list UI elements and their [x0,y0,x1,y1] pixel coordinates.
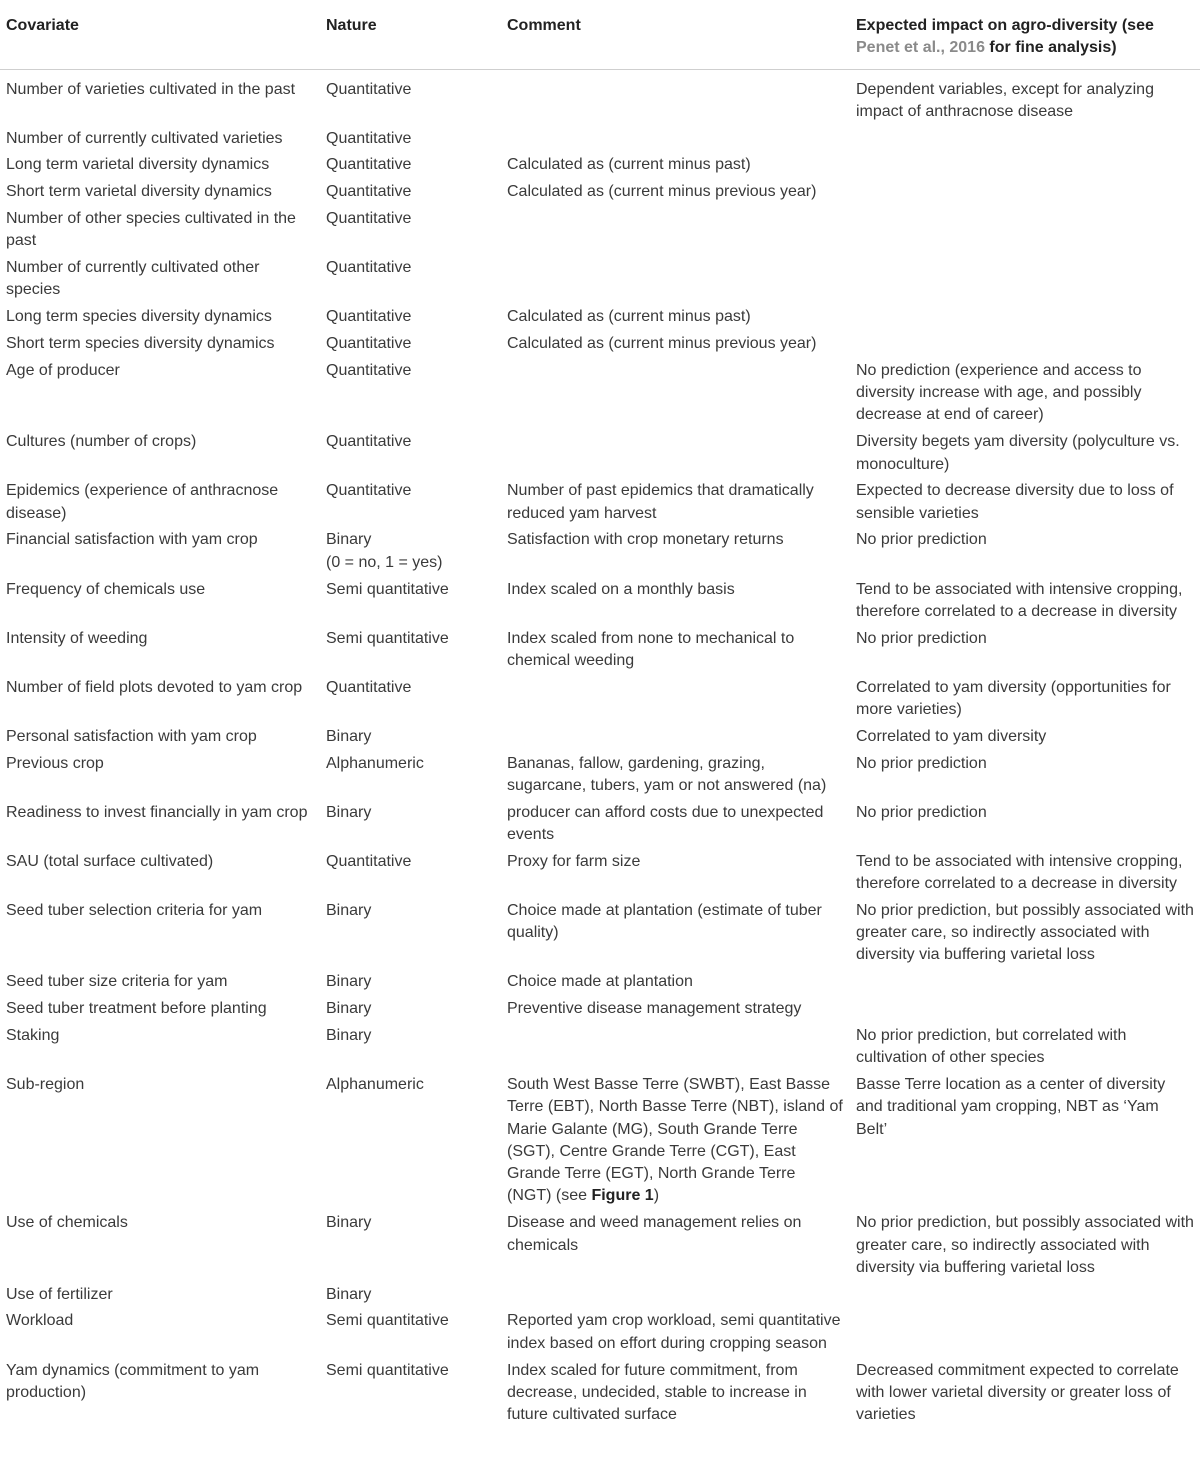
impact-text: No prior prediction, but possibly associated with greater care, so indirectly associated with diversity via buffering varietal loss [856,901,1194,964]
impact-cell [850,181,1200,208]
impact-text: Basse Terre location as a center of diversity and traditional yam cropping, NBT as ‘Yam Belt’ [856,1075,1166,1138]
comment-text: Reported yam crop workload, semi quantitative index based on effort during cropping season [507,1312,841,1352]
table-body [0,69,1200,1431]
comment-text: Calculated as (current minus past) [507,308,751,326]
nature-text: Semi quantitative [326,629,449,647]
nature-cell [320,1212,501,1283]
table-row [0,579,1200,628]
covariate-text: Sub-region [6,1075,85,1093]
impact-text: Dependent variables, except for analyzing impact of anthracnose disease [856,80,1154,120]
impact-text: Correlated to yam diversity (opportunities for more varieties) [856,678,1171,719]
impact-cell [850,1025,1200,1074]
covariate-text: Use of chemicals [6,1214,128,1232]
nature-text: Quantitative [326,361,412,379]
comment-cell [501,971,850,998]
comment-cell [501,998,850,1025]
nature-cell [320,753,501,802]
impact-cell [850,1310,1200,1359]
comment-cell [501,431,850,480]
nature-cell [320,998,501,1025]
impact-cell [850,1284,1200,1311]
covariate-text: Workload [6,1312,74,1330]
nature-cell [320,1310,501,1359]
covariate-cell [0,69,320,128]
table-row [0,628,1200,677]
nature-text: Quantitative [326,433,412,451]
covariate-text: Use of fertilizer [6,1285,113,1303]
nature-cell [320,900,501,971]
impact-text: Expected to decrease diversity due to loss of sensible varieties [856,482,1174,522]
covariate-cell [0,529,320,578]
covariate-cell [0,628,320,677]
nature-text: Quantitative [326,80,412,98]
nature-text: Quantitative [326,259,412,277]
impact-cell [850,69,1200,128]
nature-text: Quantitative [326,852,412,870]
comment-text: South West Basse Terre (SWBT), East Basse Terre (EBT), North Basse Terre (NBT), island of Marie Galante (MG), South Grande Terre (SGT), Centre Grande Terre (CGT), East Grande Terre (EGT), North Grande Terre (NGT) (see [507,1075,843,1205]
table-row [0,677,1200,726]
table-row [0,753,1200,802]
comment-cell [501,257,850,306]
comment-text: Index scaled for future commitment, from decrease, undecided, stable to increase in future cultivated surface [507,1361,807,1424]
table-row [0,998,1200,1025]
covariate-text: Seed tuber selection criteria for yam [6,901,263,919]
impact-cell [850,306,1200,333]
impact-text: No prior prediction, but correlated with cultivation of other species [856,1026,1127,1067]
nature-text: Binary [326,1026,372,1044]
impact-cell [850,851,1200,900]
nature-cell [320,306,501,333]
impact-cell [850,1074,1200,1212]
table-row [0,257,1200,306]
covariate-text: Previous crop [6,754,104,772]
nature-cell [320,677,501,726]
comment-close-text: ) [653,1187,660,1205]
impact-text: No prior prediction [856,754,987,772]
covariate-text: Frequency of chemicals use [6,580,206,598]
covariate-cell [0,154,320,181]
table-row [0,154,1200,181]
nature-text: Semi quantitative [326,1312,449,1330]
comment-cell [501,1284,850,1311]
comment-cell [501,851,850,900]
nature-cell [320,181,501,208]
impact-cell [850,360,1200,431]
impact-text: Tend to be associated with intensive cropping, therefore correlated to a decrease in diversity [856,580,1183,620]
nature-cell [320,360,501,431]
header-covariate: Covariate [0,0,320,69]
nature-text: Quantitative [326,129,412,147]
nature-text: Binary [326,803,372,821]
nature-text: Alphanumeric [326,1075,424,1093]
nature-text: Binary [326,1285,372,1303]
impact-cell [850,579,1200,628]
table-row [0,431,1200,480]
nature-cell [320,1074,501,1212]
nature-cell [320,802,501,851]
impact-text: Diversity begets yam diversity (polyculture vs. monoculture) [856,433,1180,473]
covariate-cell [0,1074,320,1212]
nature-cell [320,128,501,155]
header-nature: Nature [320,0,501,69]
table-row [0,1025,1200,1074]
nature-text: Binary [326,1000,372,1018]
comment-cell [501,1074,850,1212]
impact-cell [850,529,1200,578]
nature-text: Quantitative [326,482,412,500]
covariate-cell [0,802,320,851]
impact-cell [850,128,1200,155]
table-row [0,900,1200,971]
covariate-text: Personal satisfaction with yam crop [6,727,257,745]
nature-text: Semi quantitative [326,580,449,598]
header-row [0,0,1200,69]
table-row [0,851,1200,900]
nature-text: Alphanumeric [326,754,424,772]
covariate-text: Number of currently cultivated varieties [6,129,283,147]
comment-cell [501,529,850,578]
covariate-cell [0,333,320,360]
table-row [0,333,1200,360]
covariate-text: Financial satisfaction with yam crop [6,531,258,549]
comment-cell [501,480,850,529]
comment-cell [501,900,850,971]
covariate-cell [0,1360,320,1431]
comment-text: Choice made at plantation [507,973,693,991]
comment-text: Calculated as (current minus previous year) [507,183,817,201]
covariate-text: Intensity of weeding [6,629,148,647]
table-row [0,128,1200,155]
comment-cell [501,1310,850,1359]
comment-cell [501,128,850,155]
figure-reference-link[interactable]: Figure 1 [591,1187,654,1205]
covariate-text: Short term varietal diversity dynamics [6,183,272,201]
covariate-text: Epidemics (experience of anthracnose disease) [6,482,279,522]
comment-cell [501,579,850,628]
impact-cell [850,726,1200,753]
impact-cell [850,1212,1200,1283]
comment-cell [501,753,850,802]
covariate-cell [0,1310,320,1359]
comment-cell [501,154,850,181]
nature-text: Quantitative [326,183,412,201]
comment-text: Disease and weed management relies on chemicals [507,1214,802,1254]
nature-text: Quantitative [326,308,412,326]
covariate-text: Age of producer [6,361,120,379]
covariate-text: Number of other species cultivated in the past [6,210,296,250]
covariate-text: Number of varieties cultivated in the past [6,80,296,98]
covariate-text: Long term species diversity dynamics [6,308,272,326]
impact-cell [850,753,1200,802]
header-impact-suffix: for fine analysis) [989,39,1117,57]
table-row [0,1310,1200,1359]
comment-text: Index scaled on a monthly basis [507,580,735,598]
table-row [0,971,1200,998]
table-row [0,529,1200,578]
covariate-cell [0,181,320,208]
comment-cell [501,181,850,208]
covariate-cell [0,971,320,998]
comment-cell [501,802,850,851]
covariate-cell [0,900,320,971]
comment-text: producer can afford costs due to unexpected events [507,803,824,843]
covariate-cell [0,1025,320,1074]
comment-cell [501,628,850,677]
impact-cell [850,900,1200,971]
nature-cell [320,257,501,306]
impact-cell [850,208,1200,257]
impact-text: No prediction (experience and access to diversity increase with age, and possibly decrease at end of career) [856,361,1142,424]
comment-text: Preventive disease management strategy [507,1000,802,1018]
impact-cell [850,628,1200,677]
nature-cell [320,529,501,578]
impact-cell [850,257,1200,306]
covariate-text: Number of currently cultivated other species [6,259,260,299]
citation-link[interactable]: Penet et al., 2016 [856,39,985,57]
impact-cell [850,431,1200,480]
comment-cell [501,69,850,128]
comment-text: Number of past epidemics that dramatically reduced yam harvest [507,482,814,522]
nature-text: Binary [326,727,372,745]
covariate-cell [0,431,320,480]
impact-text: No prior prediction, but possibly associated with greater care, so indirectly associated with diversity via buffering varietal loss [856,1214,1194,1276]
impact-text: No prior prediction [856,531,987,549]
nature-cell [320,1360,501,1431]
header-comment: Comment [501,0,850,69]
impact-text: Decreased commitment expected to correlate with lower varietal diversity or greater loss of varieties [856,1361,1179,1424]
impact-text: No prior prediction [856,803,987,821]
covariate-text: Seed tuber size criteria for yam [6,973,228,991]
covariate-text: SAU (total surface cultivated) [6,852,214,870]
nature-cell [320,480,501,529]
impact-cell [850,480,1200,529]
impact-text: Tend to be associated with intensive cropping, therefore correlated to a decrease in diversity [856,852,1183,893]
covariate-text: Staking [6,1026,60,1044]
covariate-cell [0,128,320,155]
table-row [0,726,1200,753]
covariate-cell [0,306,320,333]
nature-cell [320,333,501,360]
covariate-cell [0,579,320,628]
covariate-text: Readiness to invest financially in yam crop [6,803,308,821]
nature-cell [320,1284,501,1311]
impact-cell [850,677,1200,726]
nature-text: Semi quantitative [326,1361,449,1379]
covariate-cell [0,726,320,753]
nature-detail-text: (0 = no, 1 = yes) [326,553,443,571]
impact-text: No prior prediction [856,629,987,647]
covariate-cell [0,1284,320,1311]
table-row [0,1212,1200,1283]
nature-cell [320,971,501,998]
comment-cell [501,1025,850,1074]
nature-text: Binary [326,1214,372,1232]
covariate-cell [0,753,320,802]
comment-cell [501,360,850,431]
covariate-cell [0,998,320,1025]
nature-text: Quantitative [326,678,412,696]
comment-text: Calculated as (current minus past) [507,156,751,174]
covariate-cell [0,1212,320,1283]
covariate-cell [0,851,320,900]
table-row [0,360,1200,431]
table-row [0,181,1200,208]
comment-text: Choice made at plantation (estimate of tuber quality) [507,901,822,942]
nature-cell [320,69,501,128]
impact-cell [850,333,1200,360]
nature-text: Quantitative [326,335,412,353]
comment-text: Bananas, fallow, gardening, grazing, sugarcane, tubers, yam or not answered (na) [507,754,827,794]
comment-text: Calculated as (current minus previous year) [507,335,817,353]
table-row [0,1284,1200,1311]
table-row [0,1360,1200,1431]
comment-text: Proxy for farm size [507,852,641,870]
table-row [0,306,1200,333]
nature-text: Binary [326,901,372,919]
covariate-cell [0,480,320,529]
nature-text: Quantitative [326,210,412,228]
impact-cell [850,154,1200,181]
table-row [0,480,1200,529]
nature-text: Binary [326,531,372,549]
covariate-text: Long term varietal diversity dynamics [6,156,270,174]
comment-cell [501,1212,850,1283]
impact-cell [850,998,1200,1025]
table-header [0,0,1200,69]
comment-cell [501,333,850,360]
impact-cell [850,971,1200,998]
header-impact-prefix: Expected impact on agro-diversity (see [856,17,1154,34]
comment-text: Index scaled from none to mechanical to chemical weeding [507,629,795,669]
nature-text: Binary [326,973,372,991]
header-expected-impact [850,0,1200,69]
covariate-text: Short term species diversity dynamics [6,335,275,353]
covariate-text: Seed tuber treatment before planting [6,1000,267,1018]
covariate-cell [0,208,320,257]
table-row [0,1074,1200,1212]
nature-cell [320,628,501,677]
nature-cell [320,208,501,257]
covariate-text: Yam dynamics (commitment to yam production) [6,1361,260,1401]
nature-cell [320,726,501,753]
nature-cell [320,1025,501,1074]
nature-cell [320,851,501,900]
nature-cell [320,431,501,480]
covariate-text: Number of field plots devoted to yam crop [6,678,303,696]
covariate-cell [0,677,320,726]
impact-text: Correlated to yam diversity [856,727,1047,745]
table-row [0,208,1200,257]
comment-text: Satisfaction with crop monetary returns [507,531,784,549]
covariate-cell [0,257,320,306]
nature-text: Quantitative [326,156,412,174]
table-row [0,69,1200,128]
comment-cell [501,306,850,333]
table-row [0,802,1200,851]
comment-cell [501,726,850,753]
impact-cell [850,802,1200,851]
nature-cell [320,154,501,181]
comment-cell [501,677,850,726]
impact-cell [850,1360,1200,1431]
covariate-cell [0,360,320,431]
comment-cell [501,208,850,257]
nature-cell [320,579,501,628]
covariate-text: Cultures (number of crops) [6,433,197,451]
comment-cell [501,1360,850,1431]
